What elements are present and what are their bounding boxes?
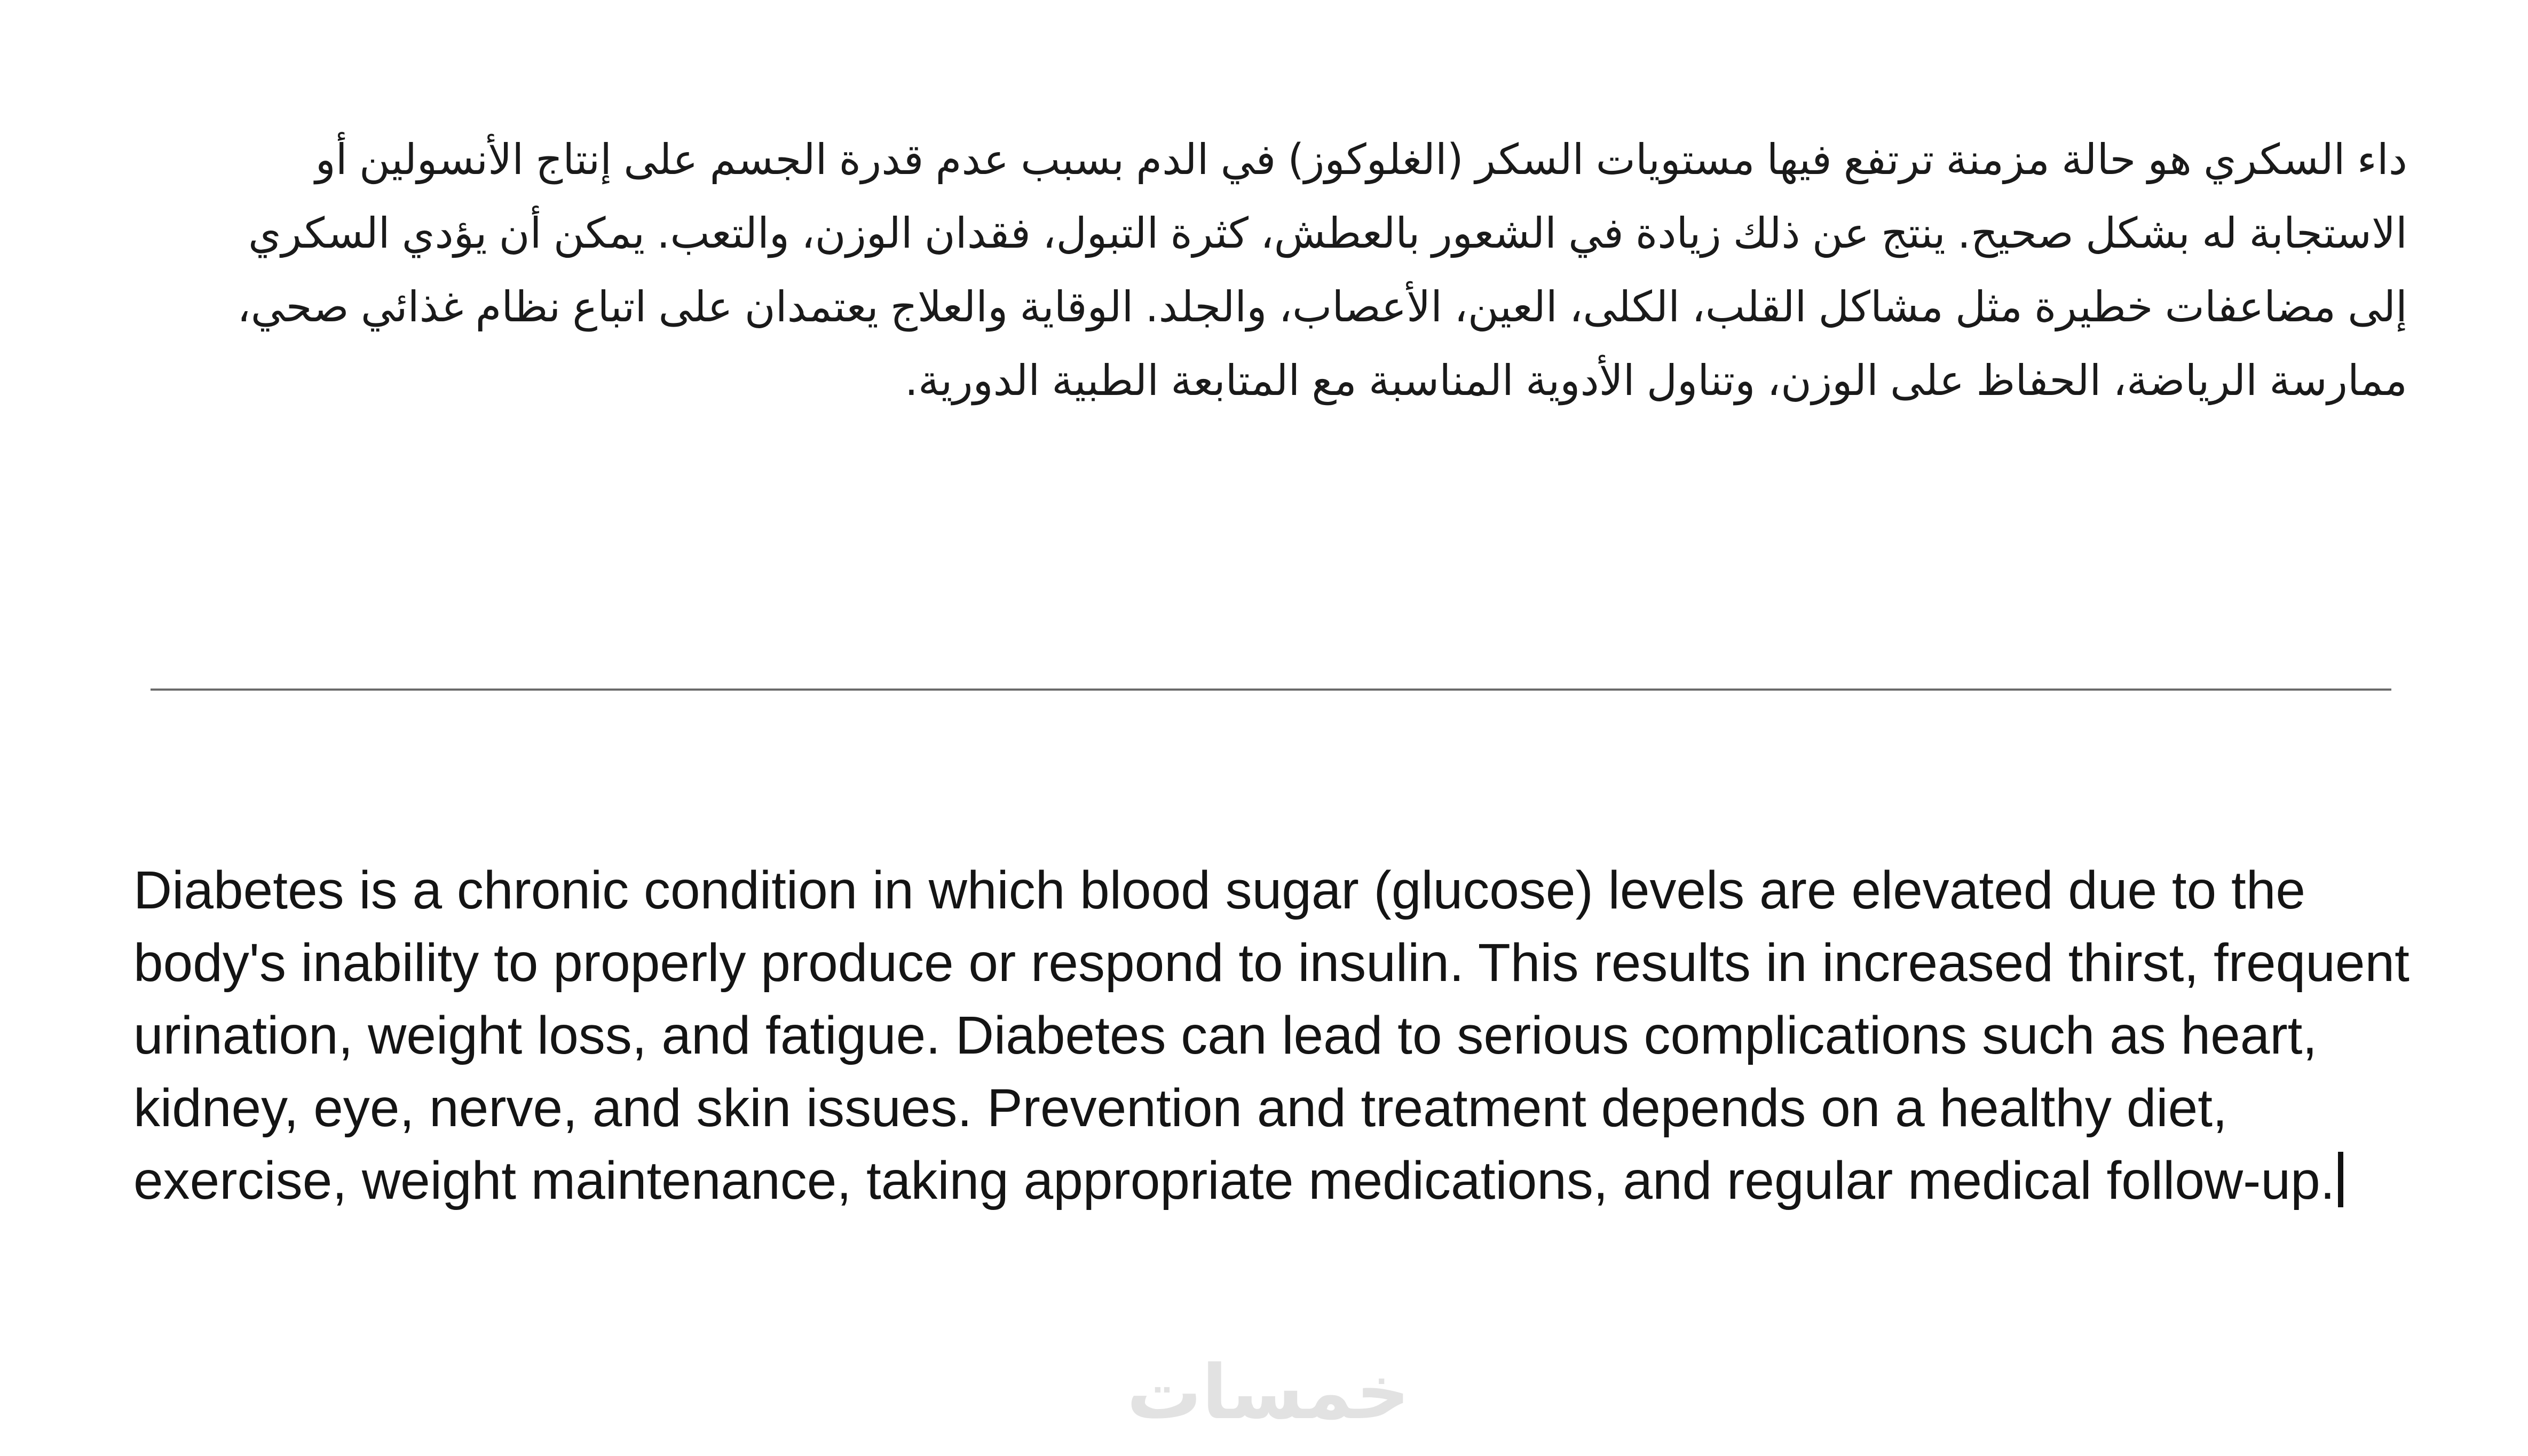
english-paragraph-text: Diabetes is a chronic condition in which blood sugar (glucose) levels are elevated due to the body's inability to properly produce or respond to insulin. This results in increased thirst, frequent urination, weight loss, and fatigue. Diabetes can lead to serious complications such as heart, kidney, eye, nerve, and skin issues. Prevention and treatment depends on a healthy diet, exercise, weight maintenance, taking appropriate medications, and regular medical follow-up. (133, 860, 2410, 1210)
text-cursor (2338, 1152, 2343, 1207)
arabic-paragraph: داء السكري هو حالة مزمنة ترتفع فيها مستويات السكر (الغلوكوز) في الدم بسبب عدم قدرة الجسم على إنتاج الأنسولين أو الاستجابة له بشكل صحيح. ينتج عن ذلك زيادة في الشعور بالعطش، كثرة التبول، فقدان الوزن، والتعب. يمكن أن يؤدي السكري إلى مضاعفات خطيرة مثل مشاكل القلب، الكلى، العين، الأعصاب، والجلد. الوقاية والعلاج يعتمدان على اتباع نظام غذائي صحي، ممارسة الرياضة، الحفاظ على الوزن، وتناول الأدوية المناسبة مع المتابعة الطبية الدورية. (237, 135, 2407, 405)
watermark-logo: خمسات (1126, 1349, 1410, 1436)
section-divider (151, 689, 2391, 691)
english-paragraph[interactable] (133, 854, 2429, 1217)
